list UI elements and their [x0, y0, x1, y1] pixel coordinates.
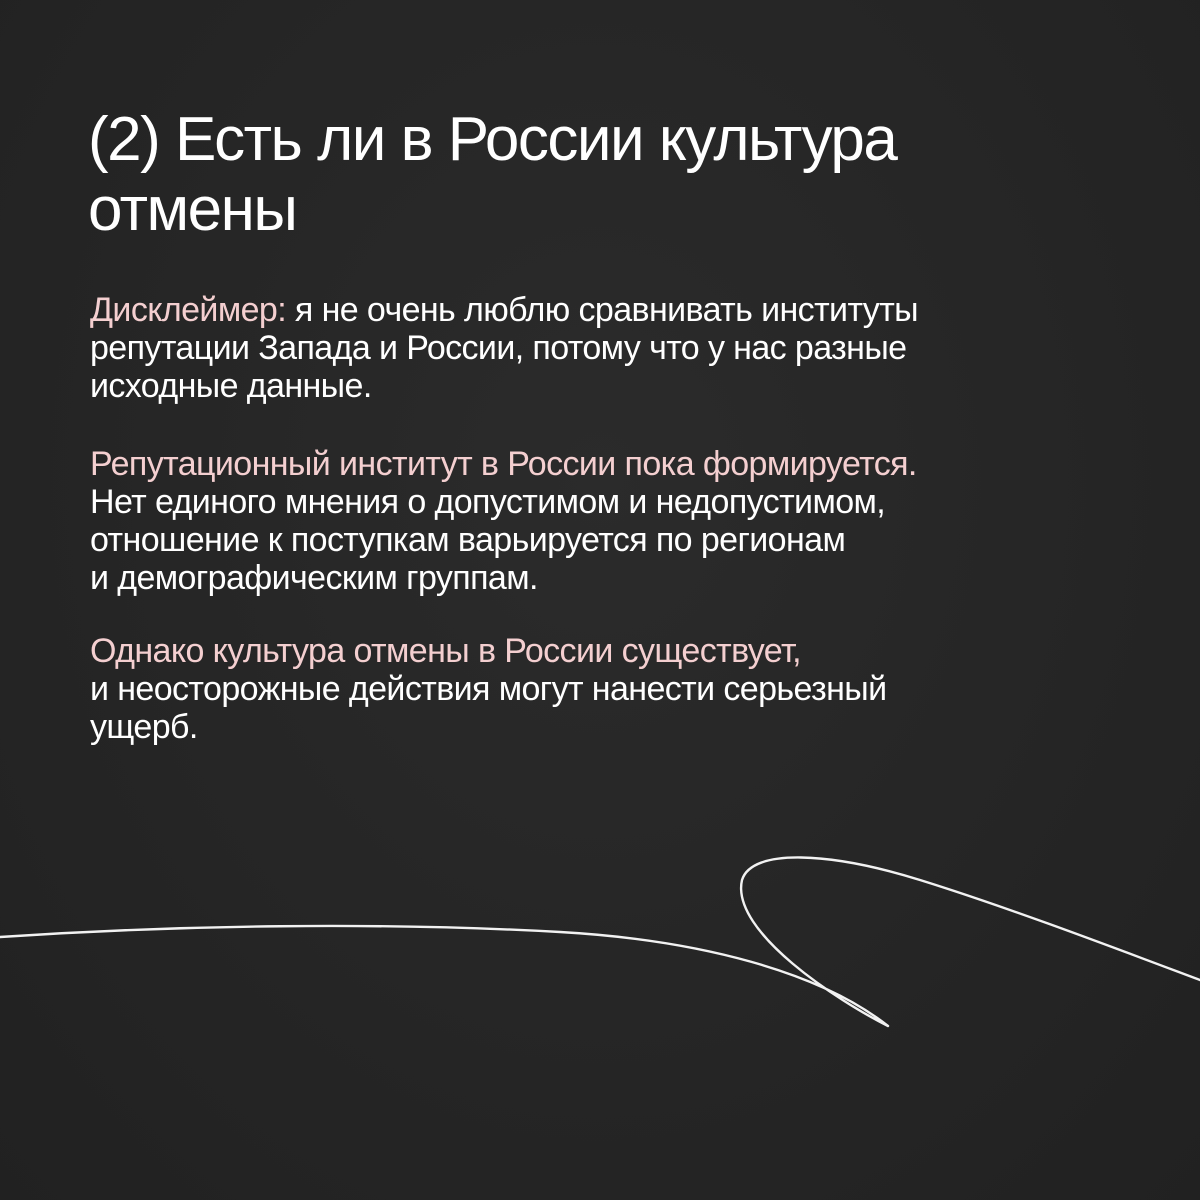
disclaimer-paragraph — [90, 291, 1110, 405]
reputation-text-3: и демографическим группам. — [90, 559, 538, 597]
disclaimer-text-3: исходные данные. — [90, 367, 372, 405]
title-line-2: отмены — [88, 175, 297, 244]
disclaimer-text-2: репутации Запада и России, потому что у нас разные — [90, 329, 907, 367]
cancel-culture-text-1: и неосторожные действия могут нанести серьезный — [90, 670, 887, 708]
reputation-paragraph — [90, 445, 1110, 597]
page-title — [88, 105, 1088, 245]
disclaimer-label: Дисклеймер: — [90, 291, 287, 329]
cancel-culture-highlight: Однако культура отмены в России существует, — [90, 632, 802, 670]
cancel-culture-text-2: ущерб. — [90, 708, 198, 746]
disclaimer-text-1: я не очень люблю сравнивать институты — [286, 291, 919, 329]
reputation-text-2: отношение к поступкам варьируется по регионам — [90, 521, 846, 559]
reputation-highlight: Репутационный институт в России пока формируется. — [90, 445, 917, 483]
reputation-text-1: Нет единого мнения о допустимом и недопустимом, — [90, 483, 886, 521]
title-line-1: (2) Есть ли в России культура — [88, 105, 897, 174]
cancel-culture-paragraph — [90, 632, 1110, 746]
